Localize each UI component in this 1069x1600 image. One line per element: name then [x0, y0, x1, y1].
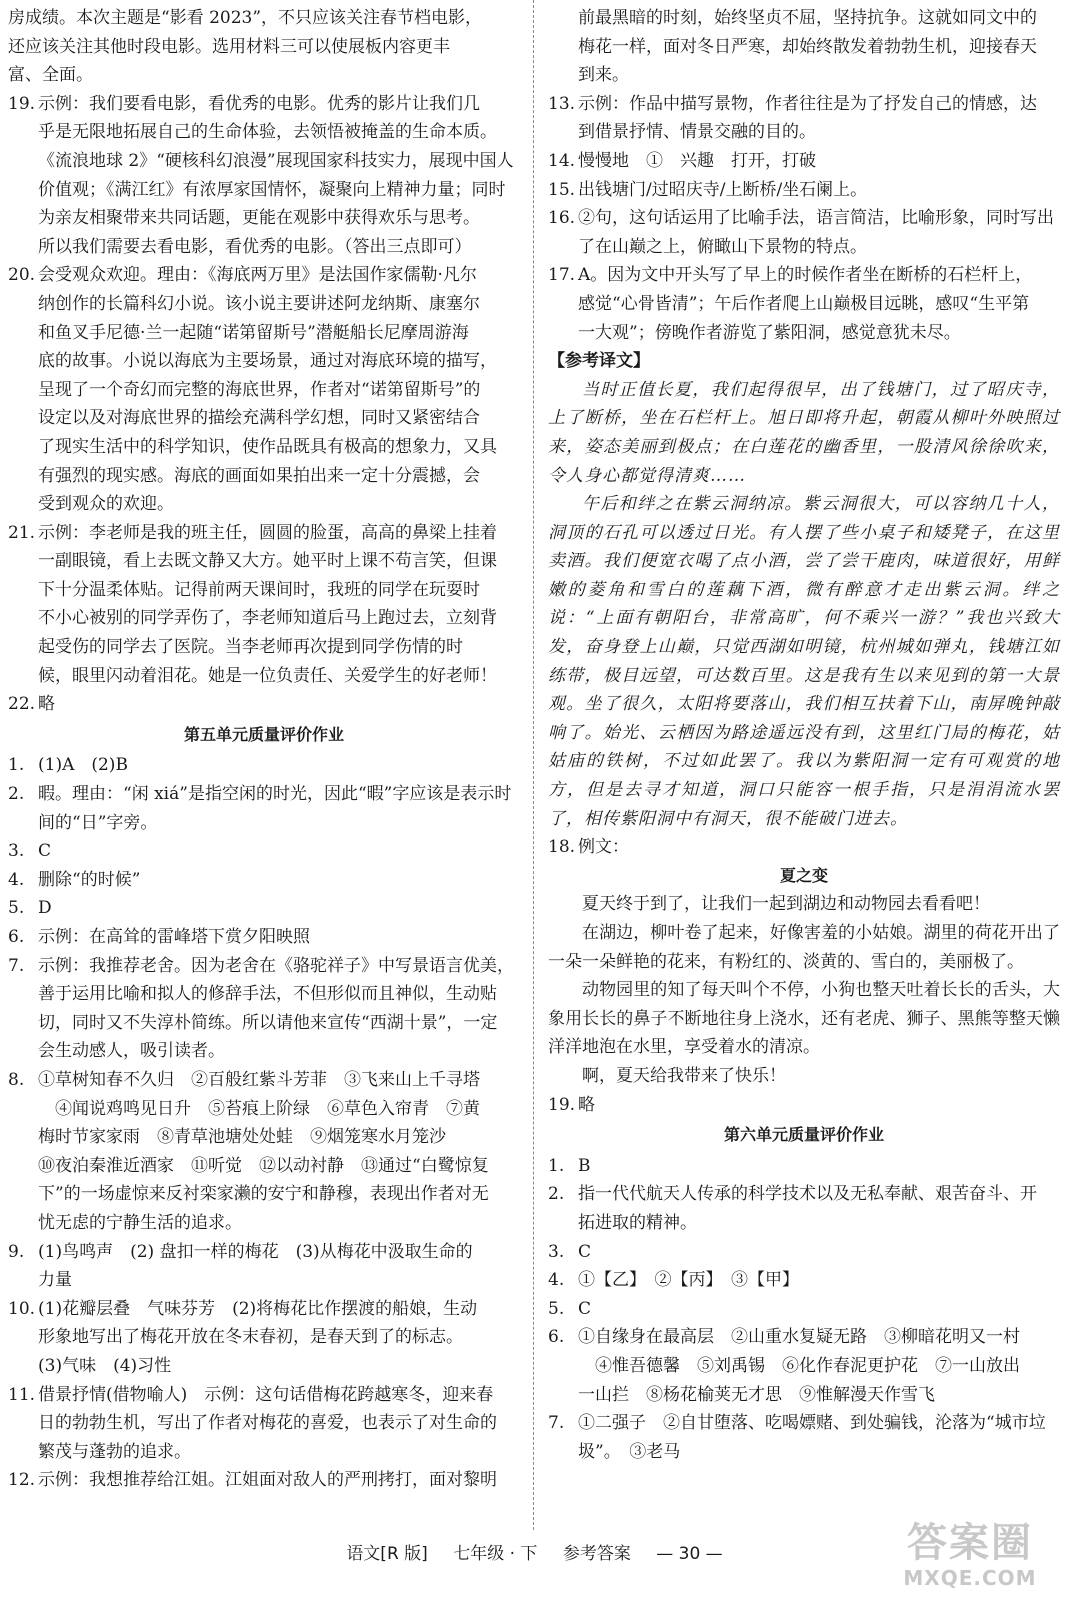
- watermark-top: 答案圈: [907, 1520, 1033, 1566]
- text-line: 示例：我推荐老舍。因为老舍在《骆驼祥子》中写景语言优美，: [38, 955, 514, 976]
- text-line: 删除“的时候”: [38, 869, 141, 890]
- right-answers-a: [548, 90, 1060, 347]
- text-line: ④闻说鸡鸣见日升 ⑤苔痕上阶绿 ⑥草色入帘青 ⑦黄: [38, 1098, 480, 1119]
- item-text: [38, 1066, 520, 1238]
- answer-item: [8, 1295, 520, 1381]
- item-number: 20.: [8, 265, 36, 286]
- text-line: 忧无虑的宁静生活的追求。: [38, 1212, 242, 1233]
- answer-item: [548, 1409, 1060, 1466]
- text-line: 《流浪地球 2》“硬核科幻浪漫”展现国家科技实力，展现中国人: [38, 150, 514, 171]
- item-text: [38, 1381, 520, 1467]
- text-line: 日的勃勃生机，写出了作者对梅花的喜爱，也表示了对生命的: [38, 1413, 497, 1434]
- text-line: 乎是无限地拓展自己的生命体验，去领悟被掩盖的生命本质。: [38, 122, 497, 143]
- right-continuation: [548, 4, 1060, 90]
- text-line: 梅花一样，面对冬日严寒，却始终散发着勃勃生机，迎接春天: [578, 36, 1037, 57]
- text-line: 形象地写出了梅花开放在冬末春初，是春天到了的标志。: [38, 1327, 463, 1348]
- text-line: 感觉“心骨皆清”；午后作者爬上山巅极目远眺，感叹“生平第: [578, 293, 1030, 314]
- item-number: 1.: [8, 755, 25, 776]
- item-text: [38, 1238, 520, 1295]
- text-line: ②句，这句话运用了比喻手法，语言简洁，比喻形象，同时写出: [578, 208, 1054, 229]
- item-text: [38, 866, 520, 895]
- text-line: 一大观”；傍晚作者游览了紫阳洞，感觉意犹未尽。: [578, 322, 961, 343]
- text-line: (1)A (2)B: [38, 755, 128, 776]
- answer-item: [548, 1323, 1060, 1409]
- item-number: 14.: [548, 150, 576, 171]
- answer-item: [548, 261, 1060, 347]
- item-number: 10.: [8, 1298, 36, 1319]
- text-line: 间的“日”字旁。: [38, 812, 158, 833]
- right-column: [548, 4, 1060, 1466]
- answer-item: [548, 1180, 1060, 1237]
- text-line: 还应该关注其他时段电影。选用材料三可以使展板内容更丰: [8, 36, 450, 57]
- item-number: 2.: [548, 1184, 565, 1205]
- text-line: A。因为文中开头写了早上的时候作者坐在断桥的石栏杆上，: [578, 265, 1033, 286]
- text-line: D: [38, 898, 52, 919]
- item-number: 3.: [548, 1241, 565, 1262]
- essay-para-1: 夏天终于到了，让我们一起到湖边和动物园去看看吧！: [582, 894, 990, 915]
- text-line: 慢慢地 ① 兴趣 打开，打破: [578, 150, 816, 171]
- item-number: 2.: [8, 784, 25, 805]
- text-line: 受到观众的欢迎。: [38, 494, 174, 515]
- text-line: ④惟吾德馨 ⑤刘禹锡 ⑥化作春泥更护花 ⑦一山放出: [578, 1355, 1020, 1376]
- item-number: 18.: [548, 837, 576, 858]
- answer-item: [8, 751, 520, 780]
- text-line: ①二强子 ②自甘堕落、吃喝嫖赌、到处骗钱，沦落为“城市垃: [578, 1413, 1046, 1434]
- text-line: 到借景抒情、情景交融的目的。: [578, 122, 816, 143]
- text-line: ①【乙】 ②【丙】 ③【甲】: [578, 1270, 799, 1291]
- answer-item: [8, 780, 520, 837]
- text-line: 起受伤的同学去了医院。当李老师再次提到同学伤情的时: [38, 637, 463, 658]
- answer-item: [8, 90, 520, 262]
- essay-para-2: 在湖边，柳叶卷了起来，好像害羞的小姑娘。湖里的荷花开出了一朵一朵鲜艳的花来，有粉红的、淡黄的、雪白的，美丽极了。: [548, 923, 1060, 972]
- text-line: 一山拦 ⑧杨花榆荚无才思 ⑨惟解漫天作雪飞: [578, 1384, 935, 1405]
- item-text: [38, 90, 520, 262]
- text-line: 暇。理由：“闲 xiá”是指空闲的时光，因此“暇”字应该是表示时: [38, 784, 512, 805]
- page-number: — 30 —: [656, 1544, 723, 1564]
- watermark-logo: [885, 1520, 1055, 1596]
- left-intro: [8, 4, 520, 90]
- text-line: 圾”。 ③老马: [578, 1441, 681, 1462]
- text-line: 下十分温柔体贴。记得前两天课间时，我班的同学在玩耍时: [38, 579, 480, 600]
- item-number: 17.: [548, 265, 576, 286]
- item-number: 5.: [8, 898, 25, 919]
- answer-item: [8, 1066, 520, 1238]
- text-line: 呈现了一个奇幻而完整的海底世界，作者对“诺第留斯号”的: [38, 379, 481, 400]
- text-line: (1)花瓣层叠 气味芬芳 (2)将梅花比作摆渡的船娘，生动: [38, 1298, 478, 1319]
- text-line: 力量: [38, 1270, 72, 1291]
- footer-label: 参考答案: [562, 1544, 631, 1564]
- item-text: [578, 1152, 1060, 1181]
- item-number: 15.: [548, 179, 576, 200]
- answer-item: [548, 1238, 1060, 1267]
- item-number: 16.: [548, 208, 576, 229]
- essay-title: 夏之变: [779, 865, 828, 885]
- item-number: 21.: [8, 522, 36, 543]
- text-line: 切，同时又不失淳朴简练。所以请他来宣传“西湖十景”，一定: [38, 1012, 498, 1033]
- text-line: 梅时节家家雨 ⑧青草池塘处处蛙 ⑨烟笼寒水月笼沙: [38, 1127, 446, 1148]
- answer-item: [548, 1295, 1060, 1324]
- item-text: [38, 751, 520, 780]
- item-text: [38, 690, 520, 719]
- column-divider: [533, 0, 534, 1530]
- answer-item: [8, 894, 520, 923]
- translation-para-2: 午后和绊之在紫云洞纳凉。紫云洞很大，可以容纳几十人，洞顶的石孔可以透过日光。有人摆了些小桌子和矮凳子，在这里卖酒。我们便宽衣喝了点小酒，尝了尝干鹿肉，味道很好，用鲜嫩的菱角和雪白的莲藕下酒，微有醉意才走出紫云洞。绊之说：“上面有朝阳台，非常高旷，何不乘兴一游？”我也兴致大发，奋身登上山巅，只觉西湖如明镜，杭州城如弹丸，钱塘江如练带，极目远望，可达数百里。这是我有生以来见到的第一大景观。坐了很久，太阳将要落山，我们相互扶着下山，南屏晚钟敲响了。始光、云栖因为路途遥远没有到，这里红门局的梅花，姑姑庙的铁树，不过如此罢了。我以为紫阳洞一定有可观赏的地方，但是去寻才知道，洞口只能容一根手指，只是涓涓流水罢了，相传紫阳洞中有洞天，很不能破门进去。: [548, 494, 1060, 829]
- item-text: [38, 837, 520, 866]
- item-number: 12.: [8, 1470, 36, 1491]
- item-text: [38, 780, 520, 837]
- item-text: [38, 1466, 520, 1495]
- item-number: 7.: [8, 955, 25, 976]
- answer-item-18: [548, 833, 1060, 862]
- text-line: C: [38, 841, 52, 862]
- item-number: 7.: [548, 1413, 565, 1434]
- item-text: [38, 519, 520, 691]
- text-line: 示例：作品中描写景物，作者往往是为了抒发自己的情感，达: [578, 93, 1037, 114]
- item-number: 6.: [548, 1327, 565, 1348]
- left-column: [8, 4, 520, 1495]
- item-text: [578, 1323, 1060, 1409]
- left-answers-b: [8, 751, 520, 1494]
- answer-item: [8, 1238, 520, 1295]
- text-line: ①草树知春不久归 ②百般红紫斗芳菲 ③飞来山上千寻塔: [38, 1069, 480, 1090]
- item-text: [38, 894, 520, 923]
- text-line: C: [578, 1298, 592, 1319]
- text-line: 底的故事。小说以海底为主要场景，通过对海底环境的描写，: [38, 351, 497, 372]
- text-line: 借景抒情(借物喻人) 示例：这句话借梅花跨越寒冬，迎来春: [38, 1384, 494, 1405]
- text-line: 下”的一场虚惊来反衬栾家濑的安宁和静穆，表现出作者对无: [38, 1184, 489, 1205]
- item-text: [578, 1238, 1060, 1267]
- text-line: 富、全面。: [8, 65, 93, 86]
- translation-para-1: 当时正值长夏，我们起得很早，出了钱塘门，过了昭庆寺，上了断桥，坐在石栏杆上。旭日即将升起，朝霞从柳叶外映照过来，姿态美丽到极点；在白莲花的幽香里，一股清风徐徐吹来，令人身心都觉得清爽……: [548, 379, 1060, 486]
- text-line: 为亲友相聚带来共同话题，更能在观影中获得欢乐与思考。: [38, 208, 480, 229]
- text-line: 出钱塘门/过昭庆寺/上断桥/坐石阑上。: [578, 179, 868, 200]
- item-text: 例文：: [578, 837, 629, 858]
- answer-item: [548, 204, 1060, 261]
- text-line: 价值观；《满江红》有浓厚家国情怀，凝聚向上精神力量；同时: [38, 179, 506, 200]
- text-line: B: [578, 1155, 591, 1176]
- text-line: 繁茂与蓬勃的追求。: [38, 1441, 191, 1462]
- text-line: 一副眼镜，看上去既文静又大方。她平时上课不苟言笑，但课: [38, 551, 497, 572]
- text-line: 示例：我想推荐给江姐。江姐面对敌人的严刑拷打，面对黎明: [38, 1470, 497, 1491]
- answer-item: [548, 176, 1060, 205]
- unit5-title: 第五单元质量评价作业: [183, 724, 344, 744]
- item-number: 22.: [8, 694, 36, 715]
- text-line: 所以我们需要去看电影，看优秀的电影。（答出三点即可）: [38, 236, 472, 257]
- text-line: 善于运用比喻和拟人的修辞手法，不但形似而且神似，生动贴: [38, 984, 497, 1005]
- item-text: [578, 147, 1060, 176]
- text-line: 前最黑暗的时刻，始终坚贞不屈，坚持抗争。这就如同文中的: [578, 8, 1037, 28]
- answer-item: [8, 1381, 520, 1467]
- item-text: [578, 1180, 1060, 1237]
- answer-item: [8, 923, 520, 952]
- item-text: [578, 204, 1060, 261]
- item-number: 19.: [8, 93, 36, 114]
- item-number: 13.: [548, 93, 576, 114]
- answer-item: [548, 1152, 1060, 1181]
- text-line: 到来。: [578, 65, 629, 86]
- item-text: [578, 1295, 1060, 1324]
- watermark-url: MXQE.COM: [903, 1566, 1037, 1590]
- text-line: (1)鸟鸣声 (2) 盘扣一样的梅花 (3)从梅花中汲取生命的: [38, 1241, 473, 1262]
- translation-heading: 【参考译文】: [548, 351, 650, 372]
- item-number: 4.: [548, 1270, 565, 1291]
- answer-item-19: [548, 1091, 1060, 1120]
- item-number: 6.: [8, 927, 25, 947]
- text-line: 房成绩。本次主题是“影看 2023”，不只应该关注春节档电影，: [8, 8, 483, 28]
- answer-item: [8, 952, 520, 1066]
- answer-item: [548, 90, 1060, 147]
- item-text: [38, 261, 520, 518]
- item-text: [578, 1266, 1060, 1295]
- text-line: (3)气味 (4)习性: [38, 1355, 172, 1376]
- text-line: 设定以及对海底世界的描绘充满科学幻想，同时又紧密结合: [38, 408, 480, 429]
- text-line: ①自缘身在最高层 ②山重水复疑无路 ③柳暗花明又一村: [578, 1327, 1020, 1348]
- item-text: 略: [578, 1094, 595, 1115]
- answer-item: [8, 866, 520, 895]
- answer-item: [8, 519, 520, 691]
- answer-item: [548, 147, 1060, 176]
- text-line: 纳创作的长篇科幻小说。该小说主要讲述阿龙纳斯、康塞尔: [38, 293, 480, 314]
- text-line: 了在山巅之上，俯瞰山下景物的特点。: [578, 236, 867, 257]
- answer-item: [8, 837, 520, 866]
- item-text: [578, 261, 1060, 347]
- item-number: 5.: [548, 1298, 565, 1319]
- item-text: [38, 923, 520, 952]
- item-text: [38, 1295, 520, 1381]
- text-line: 不小心被别的同学弄伤了，李老师知道后马上跑过去，立刻背: [38, 608, 497, 629]
- item-number: 1.: [548, 1155, 565, 1176]
- item-number: 9.: [8, 1241, 25, 1262]
- essay-para-3: 动物园里的知了每天叫个不停，小狗也整天吐着长长的舌头，大象用长长的鼻子不断地往身上浇水，还有老虎、狮子、黑熊等整天懒洋洋地泡在水里，享受着水的清凉。: [548, 980, 1060, 1058]
- footer-grade: 七年级 · 下: [453, 1544, 538, 1564]
- essay-para-4: 啊，夏天给我带来了快乐！: [582, 1065, 786, 1086]
- text-line: 示例：李老师是我的班主任，圆圆的脸蛋，高高的鼻梁上挂着: [38, 522, 497, 543]
- item-text: [38, 952, 520, 1066]
- text-line: C: [578, 1241, 592, 1262]
- footer-subject: 语文[R 版]: [346, 1544, 428, 1564]
- text-line: 指一代代航天人传承的科学技术以及无私奉献、艰苦奋斗、开: [578, 1184, 1037, 1205]
- item-number: 4.: [8, 869, 25, 890]
- text-line: 有强烈的现实感。海底的画面如果拍出来一定十分震撼，会: [38, 465, 480, 486]
- answer-item: [8, 261, 520, 518]
- text-line: 示例：我们要看电影，看优秀的电影。优秀的影片让我们几: [38, 93, 480, 114]
- item-text: [578, 90, 1060, 147]
- right-answers-b: [548, 1152, 1060, 1467]
- text-line: 了现实生活中的科学知识，使作品既具有极高的想象力，又具: [38, 436, 497, 457]
- item-number: 11.: [8, 1384, 36, 1405]
- item-number: 8.: [8, 1069, 25, 1090]
- text-line: 拓进取的精神。: [578, 1212, 697, 1233]
- text-line: 候，眼里闪动着泪花。她是一位负责任、关爱学生的好老师！: [38, 665, 497, 686]
- text-line: 略: [38, 694, 55, 715]
- text-line: ⑩夜泊秦淮近酒家 ⑪听觉 ⑫以动衬静 ⑬通过“白鹭惊复: [38, 1155, 489, 1176]
- item-text: [578, 1409, 1060, 1466]
- answer-item: [548, 1266, 1060, 1295]
- text-line: 示例：在高耸的雷峰塔下赏夕阳映照: [38, 927, 310, 947]
- text-line: 和鱼叉手尼德·兰一起随“诺第留斯号”潜艇船长尼摩周游海: [38, 322, 469, 343]
- unit6-title: 第六单元质量评价作业: [723, 1125, 884, 1145]
- item-text: [578, 176, 1060, 205]
- left-answers-a: [8, 90, 520, 719]
- item-number: 19.: [548, 1094, 576, 1115]
- answer-item: [8, 690, 520, 719]
- text-line: 会受观众欢迎。理由：《海底两万里》是法国作家儒勒·凡尔: [38, 265, 477, 286]
- item-number: 3.: [8, 841, 25, 862]
- text-line: 会生动感人，吸引读者。: [38, 1041, 225, 1062]
- answer-item: [8, 1466, 520, 1495]
